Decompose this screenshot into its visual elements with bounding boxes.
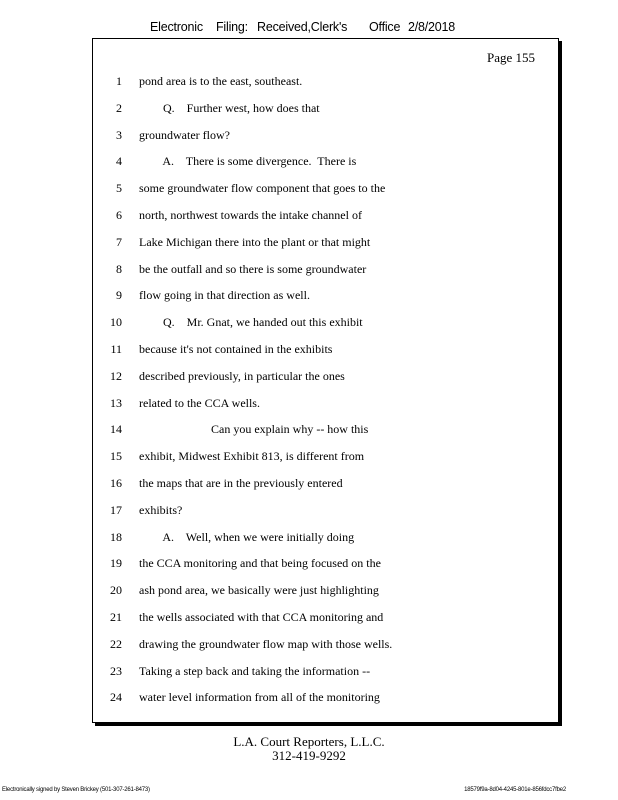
line-number: 13 [110, 395, 122, 410]
line-number: 11 [110, 342, 122, 356]
line-text: A. Well, when we were initially doing [139, 529, 355, 544]
line-number: 9 [116, 288, 122, 303]
transcript-line [92, 128, 557, 148]
line-number: 7 [116, 234, 122, 249]
esignature-left: Electronically signed by Steven Brickey (501-307-261-8473) [2, 787, 150, 793]
transcript-line [92, 503, 557, 523]
line-number: 6 [116, 208, 122, 222]
esignature-id: 18579f9a-8d04-4245-801e-856fdcc7fbe2 [464, 787, 566, 793]
transcript-line [92, 288, 557, 308]
transcript-line [92, 664, 557, 684]
transcript-line [92, 530, 557, 550]
line-text: drawing the groundwater flow map with those wells. [139, 636, 393, 651]
transcript-line [92, 74, 557, 94]
line-number: 19 [110, 556, 122, 571]
line-text: the CCA monitoring and that being focused on the [139, 556, 381, 571]
transcript-line [92, 637, 557, 657]
transcript-line [92, 181, 557, 201]
line-number: 14 [110, 422, 122, 437]
line-text: exhibit, Midwest Exhibit 813, is different from [139, 449, 365, 464]
line-number: 8 [116, 261, 122, 276]
line-text: some groundwater flow component that goes to the [139, 181, 386, 196]
transcript-line [92, 556, 557, 576]
transcript-line [92, 690, 557, 710]
line-text: the maps that are in the previously entered [139, 476, 343, 490]
transcript-line [92, 154, 557, 174]
line-number: 12 [110, 368, 122, 383]
transcript-line [92, 476, 557, 496]
transcript-line [92, 235, 557, 255]
line-text: Q. Mr. Gnat, we handed out this exhibit [139, 315, 363, 330]
line-number: 1 [116, 74, 122, 88]
line-text: water level information from all of the monitoring [139, 690, 380, 705]
transcript-line [92, 369, 557, 389]
line-number: 22 [110, 636, 122, 651]
transcript-line [92, 396, 557, 416]
line-text: Q. Further west, how does that [139, 100, 320, 115]
header-word-received: Received,Clerk's [257, 20, 348, 34]
line-number: 23 [110, 663, 122, 678]
line-number: 18 [110, 529, 122, 544]
line-text: Can you explain why -- how this [139, 422, 369, 437]
line-number: 5 [116, 181, 122, 196]
line-text: described previously, in particular the ones [139, 368, 345, 383]
line-text: ash pond area, we basically were just highlighting [139, 583, 379, 598]
line-number: 15 [110, 449, 122, 464]
header-word-electronic: Electronic [150, 20, 203, 34]
line-text: exhibits? [139, 502, 183, 517]
footer-company: L.A. Court Reporters, L.L.C. [233, 734, 385, 749]
transcript-line [92, 315, 557, 335]
transcript-line [92, 610, 557, 630]
line-text: pond area is to the east, southeast. [139, 74, 303, 88]
transcript-line [92, 422, 557, 442]
line-number: 21 [110, 610, 122, 624]
line-text: flow going in that direction as well. [139, 288, 310, 303]
transcript-line [92, 342, 557, 362]
line-number: 17 [110, 502, 122, 517]
line-number: 4 [116, 154, 122, 169]
line-number: 24 [110, 690, 122, 705]
line-number: 10 [110, 315, 122, 330]
transcript-line [92, 208, 557, 228]
line-text: Taking a step back and taking the information -- [139, 663, 371, 678]
line-number: 20 [110, 583, 122, 598]
line-text: the wells associated with that CCA monitoring and [139, 610, 384, 624]
transcript-line [92, 449, 557, 469]
page-number: Page 155 [487, 50, 536, 65]
header-word-office: Office [369, 20, 401, 34]
transcript-line [92, 583, 557, 603]
transcript-line [92, 101, 557, 121]
line-text: north, northwest towards the intake channel of [139, 208, 362, 222]
transcript-line [92, 262, 557, 282]
line-text: because it's not contained in the exhibits [139, 342, 333, 356]
footer-phone: 312-419-9292 [272, 748, 346, 763]
header-word-date: 2/8/2018 [408, 20, 456, 34]
line-number: 16 [110, 476, 122, 490]
line-text: groundwater flow? [139, 127, 230, 142]
line-number: 3 [116, 127, 122, 142]
header-word-filing: Filing: [216, 20, 248, 34]
line-text: be the outfall and so there is some groundwater [139, 261, 367, 276]
line-text: Lake Michigan there into the plant or that might [139, 234, 371, 249]
line-text: A. There is some divergence. There is [139, 154, 357, 169]
line-text: related to the CCA wells. [139, 395, 260, 410]
line-number: 2 [116, 100, 122, 115]
